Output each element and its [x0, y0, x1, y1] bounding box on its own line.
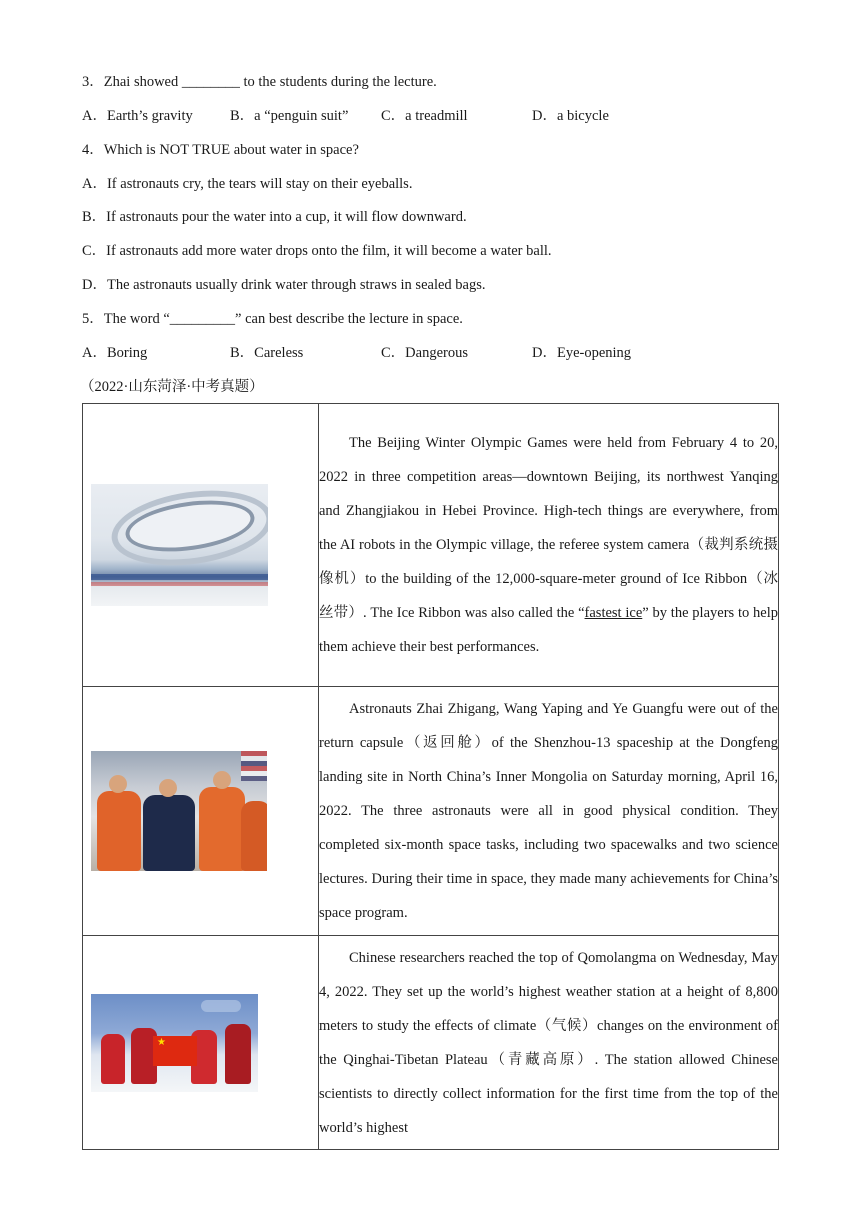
- passage-1: [319, 426, 778, 664]
- option-b: B．Careless: [230, 345, 304, 361]
- question-3-stem: 3．Zhai showed ________ to the students during the lecture.: [82, 74, 437, 90]
- passage-2: [319, 692, 778, 930]
- option-c: C．If astronauts add more water drops onto the film, it will become a water ball.: [82, 243, 552, 259]
- question-5-stem: 5．The word “_________” can best describe the lecture in space.: [82, 311, 463, 327]
- astronauts-photo: [91, 751, 267, 871]
- underlined-phrase: fastest ice: [584, 605, 643, 621]
- option-b: B．If astronauts pour the water into a cup, it will flow downward.: [82, 209, 467, 225]
- image-cell: [83, 936, 319, 1150]
- table-row: [83, 936, 779, 1150]
- news-table: [82, 403, 779, 1150]
- option-c: C．a treadmill: [381, 108, 468, 124]
- passage-text: ” by the players to help them achieve their best performances.: [319, 605, 778, 655]
- question-5-options: [82, 343, 782, 363]
- table-row: [83, 404, 779, 687]
- option-a: A．Boring: [82, 345, 148, 361]
- source-label: （2022·山东菏泽·中考真题）: [80, 379, 264, 395]
- passage-text: Chinese researchers reached the top of Qomolangma on Wednesday, May 4, 2022. They set up the world’s highest weather station at a height of 8,800 meters to study the effects of climate（气候）changes on the environment of the Qinghai-Tibetan Plateau（青藏高原）. The station allowed Chinese scientists to directly collect information for the first time from the top of the world’s highest: [319, 949, 778, 1136]
- question-3-options: [82, 106, 782, 126]
- option-d: D．Eye-opening: [532, 345, 632, 361]
- text-cell: [319, 687, 779, 936]
- text-cell: [319, 936, 779, 1150]
- table-row: [83, 687, 779, 936]
- image-cell: [83, 404, 319, 687]
- ice-ribbon-photo: [91, 484, 268, 606]
- passage-3: [319, 941, 778, 1145]
- climbers-photo: ★: [91, 994, 258, 1092]
- text-cell: [319, 404, 779, 687]
- option-b: B．a “penguin suit”: [230, 108, 349, 124]
- option-d: D．The astronauts usually drink water through straws in sealed bags.: [82, 277, 486, 293]
- passage-text: The Beijing Winter Olympic Games were held from February 4 to 20, 2022 in three competition areas—downtown Beijing, its northwest Yanqing and Zhangjiakou in Hebei Province. High-tech things are everywhere, from the AI robots in the Olympic village, the referee system camera（裁判系统摄像机）to the building of the 12,000-square-meter ground of Ice Ribbon（冰丝带）. The Ice Ribbon was also called the “: [319, 435, 778, 621]
- image-cell: [83, 687, 319, 936]
- option-d: D．a bicycle: [532, 108, 609, 124]
- question-4-stem: 4．Which is NOT TRUE about water in space?: [82, 142, 359, 158]
- passage-text: Astronauts Zhai Zhigang, Wang Yaping and Ye Guangfu were out of the return capsule（返回舱）of the Shenzhou-13 spaceship at the Dongfeng landing site in North China’s Inner Mongolia on Saturday morning, April 16, 2022. The three astronauts were all in good physical condition. They completed six-month space tasks, including two spacewalks and two science lectures. During their time in space, they made many achievements for China’s space program.: [319, 701, 778, 921]
- option-c: C．Dangerous: [381, 345, 468, 361]
- option-a: A．If astronauts cry, the tears will stay on their eyeballs.: [82, 176, 413, 192]
- option-a: A．Earth’s gravity: [82, 108, 193, 124]
